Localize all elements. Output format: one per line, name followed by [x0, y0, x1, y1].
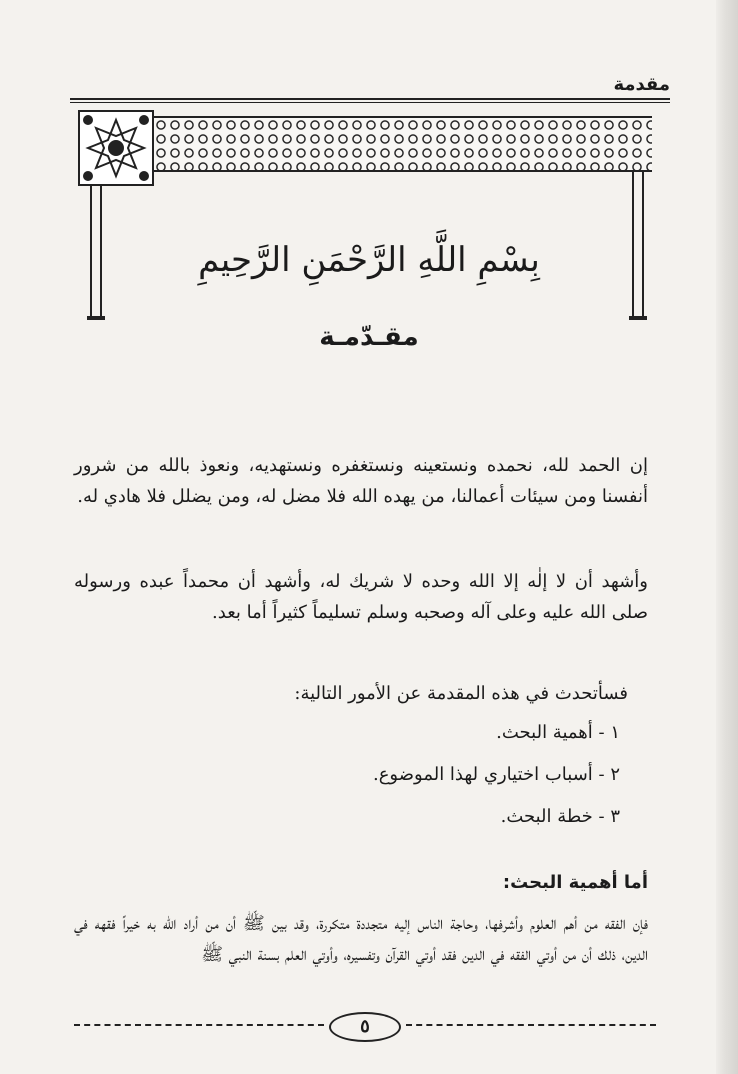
subheading-importance: أما أهمية البحث:	[502, 872, 648, 893]
footer-rule-left	[74, 1024, 324, 1026]
paragraph-importance: فإن الفقه من أهم العلوم وأشرفها، وحاجة الناس إليه متجددة متكررة، وقد بين ﷺ أن من أراد الله به خيراً فقهه في الدين، ذلك أن من أوتي الفقه في الدين فقد أوتي القرآن وتفسيره، وأوتي العلم بسنة النبي ﷺ	[74, 913, 648, 965]
ornament-band	[154, 116, 652, 172]
topic-item: ٢ - أسباب اختياري لهذا الموضوع.	[372, 764, 620, 785]
footer-rule-right	[406, 1024, 656, 1026]
section-title: مقـدّمـة	[319, 322, 419, 352]
page-edge	[716, 0, 738, 1074]
ornament-corner-block	[78, 110, 154, 186]
star-pattern-icon	[80, 112, 152, 184]
basmala: بِسْمِ اللَّهِ الرَّحْمَنِ الرَّحِيمِ	[198, 240, 540, 280]
paragraph-testimony: وأشهد أن لا إلٰه إلا الله وحده لا شريك له، وأشهد أن محمداً عبده ورسوله صلى الله عليه وعلى آله وصحبه وسلم تسليماً كثيراً أما بعد.	[74, 571, 648, 623]
left-pillar-base	[87, 316, 105, 320]
topic-item: ١ - أهمية البحث.	[496, 722, 620, 743]
running-header	[70, 70, 670, 100]
paragraph-opening: إن الحمد لله، نحمده ونستعينه ونستغفره ونستهديه، ونعوذ بالله من شرور أنفسنا ومن سيئات أعمالنا، من يهده الله فلا مضل له، ومن يضلل فلا هادي له.	[74, 455, 648, 507]
right-pillar-base	[629, 316, 647, 320]
page-footer	[74, 1012, 656, 1048]
paragraph-topics-intro: فسأتحدث في هذه المقدمة عن الأمور التالية:	[294, 683, 628, 704]
running-title: مقدمة	[613, 74, 670, 95]
ornamental-frame	[78, 110, 652, 320]
page-number: ٥	[329, 1012, 401, 1042]
topic-item: ٣ - خطة البحث.	[500, 806, 620, 827]
header-rule	[70, 98, 670, 103]
